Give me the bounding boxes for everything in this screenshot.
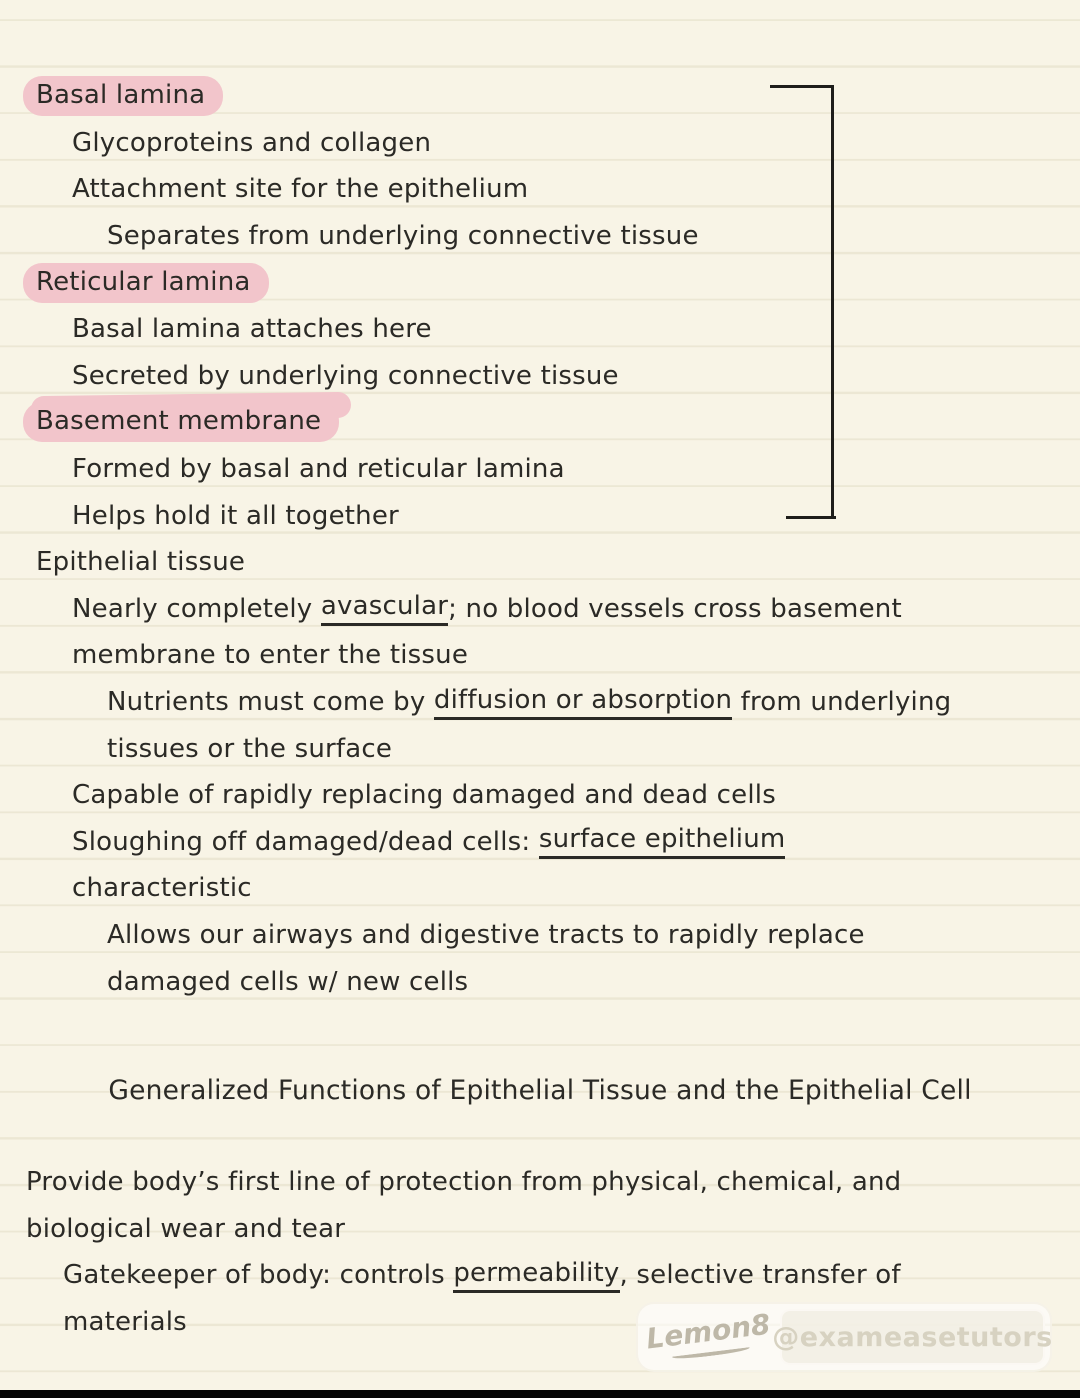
- text-segment: Reticular lamina: [36, 266, 251, 297]
- text-segment: Secreted by underlying connective tissue: [72, 360, 619, 391]
- highlight-pill: [23, 402, 339, 442]
- text-segment: Gatekeeper of body: controls: [63, 1260, 454, 1291]
- lemon8-logo: [636, 1309, 782, 1364]
- text-segment: Attachment site for the epithelium: [72, 174, 529, 205]
- note-line: [0, 213, 1080, 260]
- text-segment: biological wear and tear: [26, 1213, 346, 1244]
- note-line: [0, 306, 1080, 353]
- highlight-pill: [23, 263, 269, 303]
- note-line: [0, 492, 1080, 539]
- text-segment: Formed by basal and reticular lamina: [72, 454, 565, 485]
- note-line: [0, 1159, 1080, 1206]
- note-line: [0, 353, 1080, 400]
- text-segment: characteristic: [72, 873, 252, 904]
- text-segment: membrane to enter the tissue: [72, 640, 469, 671]
- watermark: [638, 1304, 1053, 1370]
- note-line: [0, 912, 1080, 959]
- group-bracket-bottom-arm: [786, 516, 836, 519]
- note-line: [0, 958, 1080, 1005]
- text-segment: Basement membrane: [36, 406, 322, 437]
- underlined-term: diffusion or absorption: [434, 685, 732, 720]
- group-bracket: [770, 85, 834, 518]
- text-segment: damaged cells w/ new cells: [107, 966, 469, 997]
- text-segment: Basal lamina attaches here: [72, 314, 432, 345]
- note-line: [0, 120, 1080, 167]
- note-line: [0, 1206, 1080, 1253]
- text-segment: Nearly completely: [72, 593, 321, 624]
- text-segment: Epithelial tissue: [36, 547, 246, 578]
- underlined-term: permeability: [453, 1258, 619, 1293]
- text-segment: Separates from underlying connective tissue: [107, 221, 699, 252]
- note-line: [0, 679, 1080, 726]
- text-segment: Basal lamina: [36, 80, 206, 111]
- text-segment: Allows our airways and digestive tracts to rapidly replace: [107, 919, 865, 950]
- note-line: [0, 819, 1080, 866]
- note-line: [0, 166, 1080, 213]
- text-segment: , selective transfer of: [619, 1260, 901, 1291]
- note-line: [0, 725, 1080, 772]
- text-segment: from underlying: [732, 687, 952, 718]
- watermark-handle: @exameasetutors: [780, 1309, 1045, 1365]
- note-line: [0, 399, 1080, 446]
- note-line: [0, 632, 1080, 679]
- text-segment: Glycoproteins and collagen: [72, 127, 432, 158]
- lemon8-logo-text: Lemon8: [644, 1307, 773, 1356]
- underlined-term: surface epithelium: [539, 824, 786, 859]
- footer-bar: [0, 1390, 1080, 1398]
- outline-block: [0, 73, 1080, 1005]
- note-line: [0, 772, 1080, 819]
- text-segment: tissues or the surface: [107, 733, 393, 764]
- note-line: [0, 586, 1080, 633]
- section-title: Generalized Functions of Epithelial Tissue and the Epithelial Cell: [108, 1074, 972, 1106]
- text-segment: Sloughing off damaged/dead cells:: [72, 826, 539, 857]
- text-segment: materials: [63, 1307, 187, 1338]
- highlight-pill: [23, 76, 223, 116]
- note-line: [0, 1252, 1080, 1299]
- note-line: [0, 259, 1080, 306]
- text-segment: Helps hold it all together: [72, 500, 399, 531]
- note-line: [0, 446, 1080, 493]
- text-segment: Nutrients must come by: [107, 687, 434, 718]
- note-line: [0, 73, 1080, 120]
- text-segment: ; no blood vessels cross basement: [448, 593, 902, 624]
- text-segment: Capable of rapidly replacing damaged and dead cells: [72, 780, 776, 811]
- note-line: [0, 865, 1080, 912]
- underlined-term: avascular: [321, 591, 448, 626]
- text-segment: Provide body’s first line of protection from physical, chemical, and: [26, 1167, 902, 1198]
- note-line: [0, 539, 1080, 586]
